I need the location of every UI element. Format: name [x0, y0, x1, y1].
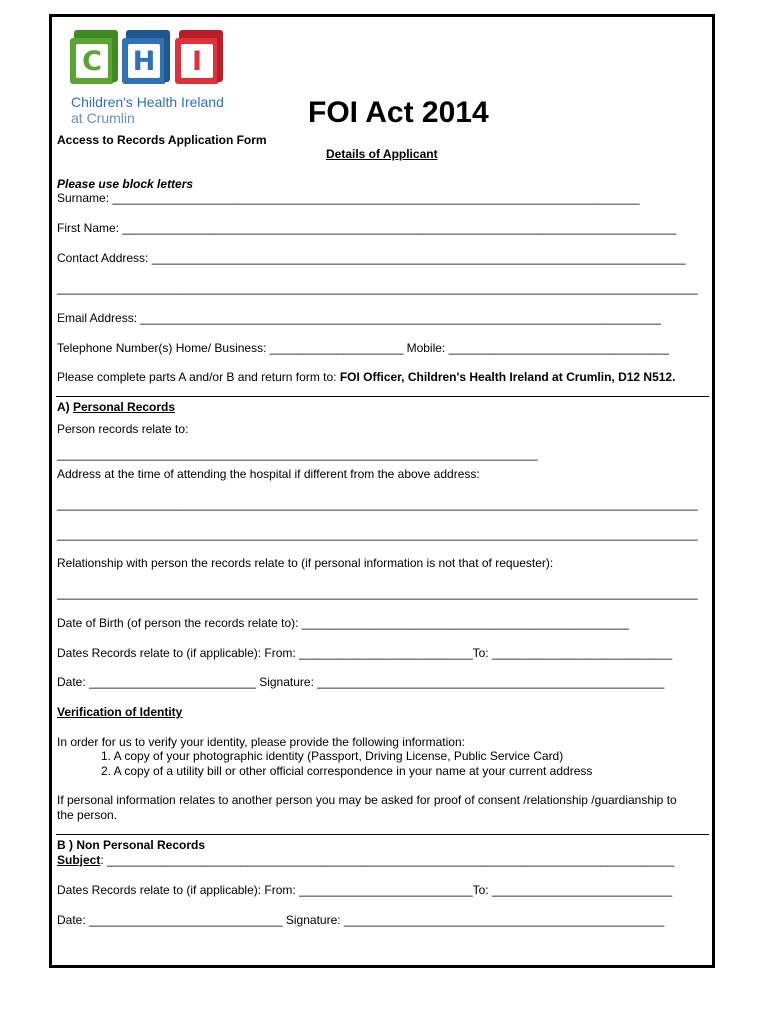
subject-field[interactable]	[57, 853, 674, 867]
instruction-text: Please complete parts A and/or B and return form to:	[57, 370, 340, 384]
part-a-title: Personal Records	[73, 400, 176, 414]
part-a-letter: A)	[57, 400, 73, 414]
divider-b	[56, 834, 709, 835]
date-signature-field-b[interactable]: Date: _____________________________ Signature: ________________________________________________	[57, 913, 665, 927]
divider-a	[56, 396, 709, 397]
email-field[interactable]: Email Address: ______________________________________________________________________________	[57, 311, 661, 325]
logo-block-h	[122, 30, 170, 86]
contact-address-line-2[interactable]: ________________________________________________________________________________________________	[57, 281, 698, 295]
section-heading-verification: Verification of Identity	[57, 705, 183, 719]
hospital-address-line-2[interactable]: ________________________________________________________________________________________________	[57, 527, 698, 541]
person-records-label: Person records relate to:	[57, 422, 189, 436]
telephone-field[interactable]: Telephone Number(s) Home/ Business: ____________________ Mobile: _________________________________	[57, 341, 669, 355]
contact-address-field[interactable]: Contact Address: ________________________________________________________________________________	[57, 251, 686, 265]
block-letters-note: Please use block letters	[57, 177, 194, 191]
date-signature-field-a[interactable]: Date: _________________________ Signature: ____________________________________________________	[57, 675, 665, 689]
verification-item-1: 1. A copy of your photographic identity (Passport, Driving License, Public Service Card)	[101, 749, 564, 763]
brand-location: at Crumlin	[71, 110, 135, 126]
logo-block-c	[70, 30, 118, 86]
return-instruction	[57, 370, 675, 384]
consent-note-line-1: If personal information relates to another person you may be asked for proof of consent /relationship /guardianship to	[57, 793, 677, 807]
section-heading-applicant: Details of Applicant	[326, 147, 438, 161]
person-records-field[interactable]: ________________________________________________________________________	[57, 447, 538, 461]
logo-letter-h: H	[128, 44, 160, 78]
date-of-birth-field[interactable]: Date of Birth (of person the records relate to): _________________________________________________	[57, 616, 629, 630]
instruction-address: FOI Officer, Children's Health Ireland at Crumlin, D12 N512.	[339, 370, 676, 384]
section-heading-non-personal-records: B ) Non Personal Records	[57, 838, 206, 852]
subject-line[interactable]: : _____________________________________________________________________________________	[100, 853, 675, 867]
verification-intro: In order for us to verify your identity, please provide the following information:	[57, 735, 465, 749]
logo-block-i	[175, 30, 223, 86]
brand-name: Children's Health Ireland	[71, 94, 224, 110]
verification-item-2: 2. A copy of a utility bill or other official correspondence in your name at your current address	[101, 764, 593, 778]
section-heading-personal-records	[57, 400, 175, 414]
hospital-address-line-1[interactable]: ________________________________________________________________________________________________	[57, 497, 698, 511]
relationship-label: Relationship with person the records relate to (if personal information is not that of requester):	[57, 556, 554, 570]
relationship-field[interactable]: ________________________________________________________________________________________________	[57, 586, 698, 600]
surname-field[interactable]: Surname: _______________________________________________________________________________	[57, 191, 640, 205]
form-subtitle: Access to Records Application Form	[57, 133, 267, 147]
dates-records-field-a[interactable]: Dates Records relate to (if applicable): From: __________________________To: ___________________________	[57, 646, 673, 660]
first-name-field[interactable]: First Name: ___________________________________________________________________________________	[57, 221, 677, 235]
hospital-address-label: Address at the time of attending the hospital if different from the above address:	[57, 467, 480, 481]
page-title: FOI Act 2014	[308, 96, 489, 129]
logo-letter-i: I	[181, 44, 213, 78]
dates-records-field-b[interactable]: Dates Records relate to (if applicable): From: __________________________To: ___________________________	[57, 883, 673, 897]
consent-note-line-2: the person.	[57, 808, 118, 822]
logo-letter-c: C	[76, 44, 108, 78]
subject-label: Subject	[57, 853, 101, 867]
